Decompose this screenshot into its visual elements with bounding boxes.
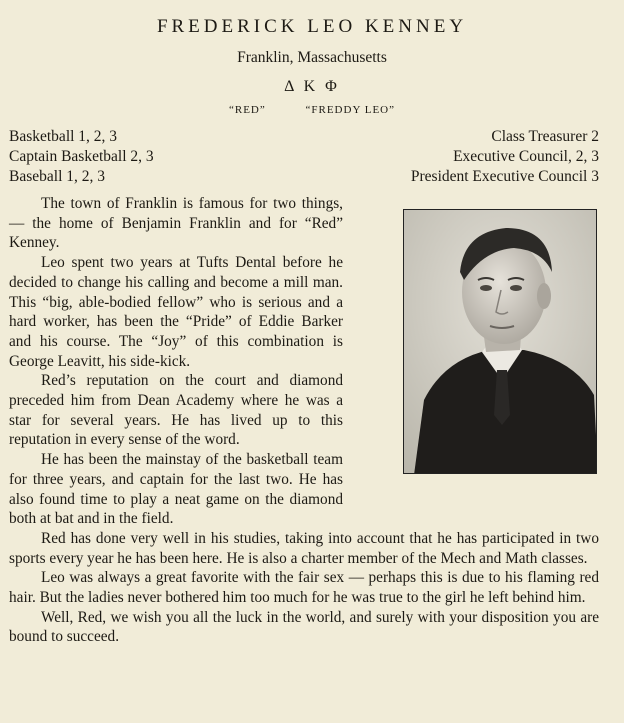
nicknames xyxy=(0,104,624,116)
biography-paragraph: Leo spent two years at Tufts Dental before he decided to change his calling and become a mill man. This “big, able-bodied fellow” who is serious and a hard worker, has been the “Pride” of Eddie Barker and his course. The “Joy” of this combination is George Leavitt, his side-kick. xyxy=(9,254,343,370)
biography-paragraph: He has been the mainstay of the basketball team for three years, and captain for the last two. He has also found time to play a neat game on the diamond both at bat and in the field. xyxy=(9,451,343,528)
student-name: FREDERICK LEO KENNEY xyxy=(156,16,468,37)
biography-paragraph: The town of Franklin is famous for two things, — the home of Benjamin Franklin and for “Red” Kenney. xyxy=(9,195,343,252)
class-offices xyxy=(411,127,599,187)
biography-paragraph: Red’s reputation on the court and diamond preceded him from Dean Academy where he was a star for several years. He has lived up to this reputation in every sense of the word. xyxy=(9,372,343,449)
office-item: President Executive Council 3 xyxy=(410,168,599,185)
nickname-2: “FREDDY LEO” xyxy=(305,104,395,116)
biography-paragraph: Leo was always a great favorite with the fair sex — perhaps this is due to his flaming red hair. But the ladies never bothered him too much for he was true to the girl he left behind him. xyxy=(9,569,599,607)
hometown: Franklin, Massachusetts xyxy=(237,49,387,66)
fraternity-letters: Δ Κ Φ xyxy=(284,78,340,95)
office-item: Class Treasurer 2 xyxy=(491,128,599,145)
athletic-activities xyxy=(9,127,154,187)
office-item: Executive Council, 2, 3 xyxy=(453,148,599,165)
nickname-1: “RED” xyxy=(228,104,266,116)
activity-item: Basketball 1, 2, 3 xyxy=(9,128,118,145)
biography-paragraph: Well, Red, we wish you all the luck in the world, and surely with your disposition you are bound to succeed. xyxy=(9,608,599,646)
activity-item: Captain Basketball 2, 3 xyxy=(9,148,154,165)
biography-paragraph: Red has done very well in his studies, taking into account that he has participated in two sports every year he has been here. He is also a charter member of the Mech and Math classes. xyxy=(9,529,599,567)
activity-item: Baseball 1, 2, 3 xyxy=(9,168,105,185)
biography xyxy=(9,194,599,647)
